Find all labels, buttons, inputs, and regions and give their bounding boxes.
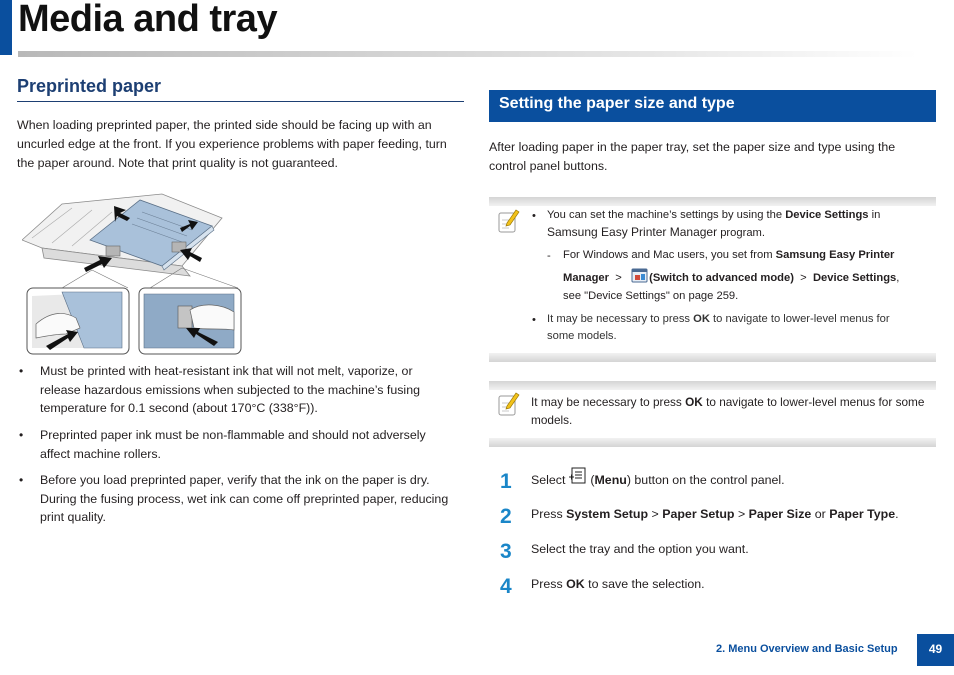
preprinted-intro <box>17 116 465 173</box>
step-4-text: Press OK to save the selection. <box>531 577 705 591</box>
dash-marker: - <box>547 250 551 262</box>
paper-loading-illustration <box>22 188 244 358</box>
bullet-line: temperature for 0.1 second (about 170°C (338°F)). <box>40 401 318 415</box>
title-divider <box>18 51 918 57</box>
bullet-ink-dry <box>40 471 465 527</box>
note-pencil-icon <box>498 391 520 417</box>
header-accent-bar <box>0 0 12 55</box>
intro-line: When loading preprinted paper, the printed side should be facing up with an <box>17 118 432 132</box>
section-divider <box>17 101 464 102</box>
bullet-marker: • <box>19 364 24 378</box>
step-number: 2 <box>500 505 512 528</box>
bullet-line: print quality. <box>40 510 106 524</box>
note-pencil-icon <box>498 208 520 234</box>
footer-section-link[interactable]: 2. Menu Overview and Basic Setup <box>716 643 898 655</box>
step-number: 3 <box>500 540 512 563</box>
note1-bullet2: It may be necessary to press OK to navigate to lower-level menus for some models. <box>547 313 890 342</box>
bullet-marker: • <box>532 314 536 326</box>
intro-line: After loading paper in the paper tray, set the paper size and type using the <box>489 140 896 154</box>
switch-advanced-mode-icon <box>631 267 649 285</box>
bullet-marker: • <box>19 428 24 442</box>
step-2-text: Press System Setup > Paper Setup > Paper Size or Paper Type. <box>531 507 899 521</box>
note1-bullet1: You can set the machine’s settings by using the Device Settings in Samsung Easy Printer Manager program. <box>547 209 881 239</box>
paper-size-intro <box>489 138 929 176</box>
menu-button-icon <box>569 466 587 484</box>
bullet-heat-resistant-ink <box>40 362 465 418</box>
step-3-text: Select the tray and the option you want. <box>531 542 749 556</box>
bullet-line: Preprinted paper ink must be non-flammable and should not adversely <box>40 428 426 442</box>
section-heading-paper-size-type: Setting the paper size and type <box>499 95 735 112</box>
section-heading-preprinted-paper: Preprinted paper <box>17 76 162 96</box>
bullet-non-flammable-ink <box>40 426 465 463</box>
page-number: 49 <box>917 634 954 666</box>
bullet-line: release hazardous emissions when subjected to the machine’s fusing <box>40 382 420 397</box>
page-title: Media and tray <box>18 0 278 40</box>
note-box-device-settings <box>489 197 936 362</box>
step-number: 1 <box>500 470 512 493</box>
note2-text: It may be necessary to press OK to navigate to lower-level menus for some models. <box>531 395 925 427</box>
note1-sub-item: For Windows and Mac users, you set from Samsung Easy Printer Manager > (Switch to advanced mode) > Device Settings, see "Device Settings" on page 259. <box>563 249 900 302</box>
intro-line: uncurled edge at the front. If you experience problems with paper feeding, turn <box>17 137 447 151</box>
bullet-marker: • <box>19 473 24 487</box>
bullet-line: affect machine rollers. <box>40 446 161 461</box>
intro-line: control panel buttons. <box>489 159 608 173</box>
bullet-line: During the fusing process, wet ink can come off preprinted paper, reducing <box>40 491 449 506</box>
step-number: 4 <box>500 575 512 598</box>
step-1-text: Select (Menu) button on the control panel. <box>531 466 785 487</box>
bullet-line: Must be printed with heat-resistant ink that will not melt, vaporize, or <box>40 364 413 378</box>
bullet-marker: • <box>532 210 536 222</box>
intro-line: the paper around. Note that print quality is not guaranteed. <box>17 156 338 170</box>
note-box-ok-button <box>489 381 936 447</box>
bullet-line: Before you load preprinted paper, verify that the ink on the paper is dry. <box>40 473 430 487</box>
